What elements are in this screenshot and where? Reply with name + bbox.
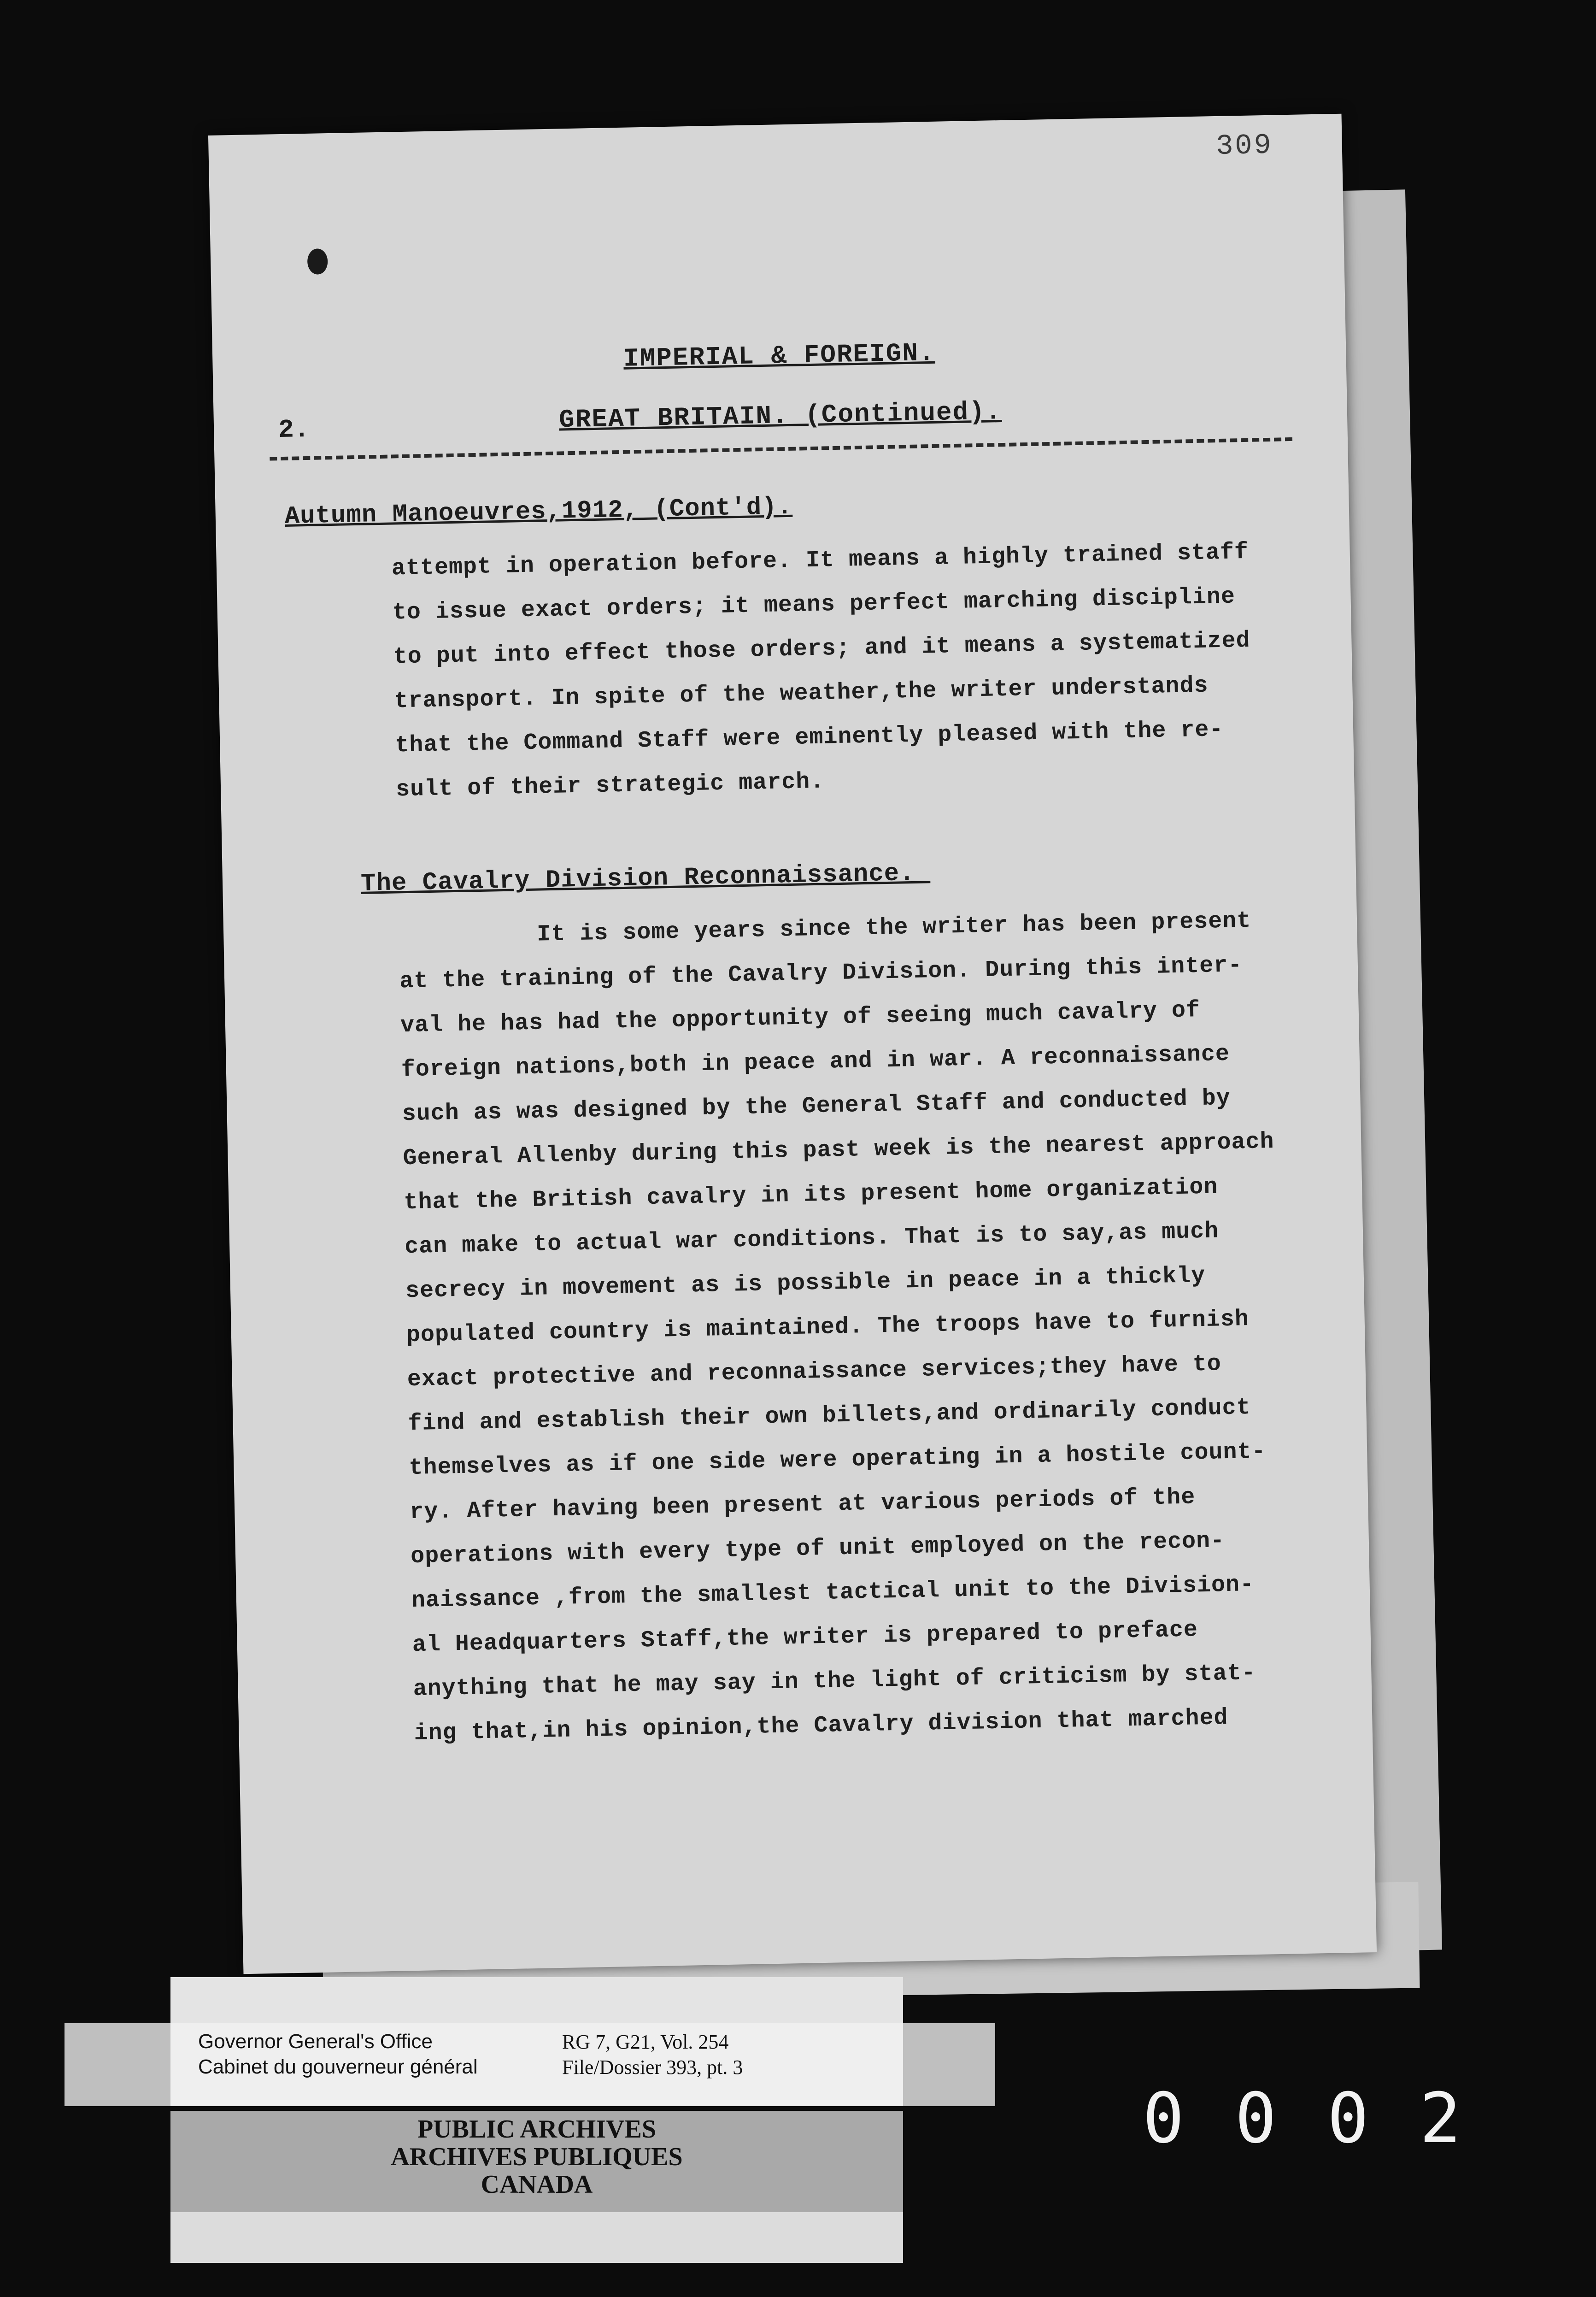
dashed-divider	[270, 437, 1292, 461]
frame-counter: 0002	[1143, 2079, 1512, 2159]
punch-hole-icon	[307, 248, 328, 275]
text-line: sult of their strategic march.	[395, 768, 825, 803]
text-line: foreign nations,both in peace and in war. A reconnaissance	[401, 1041, 1230, 1084]
text-line: ry. After having been present at various periods of the	[409, 1484, 1196, 1526]
label-card-bottom	[170, 2212, 903, 2263]
folio-number: 309	[1215, 129, 1273, 163]
section-title-cavalry-division: The Cavalry Division Reconnaissance._	[360, 859, 931, 898]
record-group-ref: RG 7, G21, Vol. 254	[562, 2031, 729, 2053]
text-line: themselves as if one side were operating in a hostile count-	[408, 1438, 1267, 1482]
text-line: that the Command Staff were eminently pleased with the re-	[394, 716, 1224, 759]
archive-name-en: PUBLIC ARCHIVES	[417, 2115, 657, 2144]
text-line: to issue exact orders; it means perfect marching discipline	[392, 583, 1236, 626]
heading-main: IMPERIAL & FOREIGN.	[623, 338, 936, 374]
section-title-autumn-manoeuvres: Autumn Manoeuvres,1912, (Cont'd).	[284, 493, 793, 531]
text-line: operations with every type of unit employed on the recon-	[410, 1528, 1225, 1570]
office-name-fr: Cabinet du gouverneur général	[198, 2056, 478, 2078]
archive-name-block	[170, 2115, 903, 2198]
heading-sub: GREAT BRITAIN. (Continued).	[558, 397, 1003, 435]
text-line: ing that,in his opinion,the Cavalry division that marched	[414, 1705, 1229, 1747]
office-name-en: Governor General's Office	[198, 2030, 433, 2053]
text-line: that the British cavalry in its present home organization	[403, 1174, 1218, 1216]
text-line: find and establish their own billets,and ordinarily conduct	[408, 1395, 1251, 1437]
text-line: to put into effect those orders; and it means a systematized	[393, 627, 1251, 671]
text-line: exact protective and reconnaissance services;they have to	[407, 1351, 1222, 1393]
archive-name-fr: ARCHIVES PUBLIQUES	[391, 2143, 683, 2171]
document-page	[208, 114, 1377, 1974]
text-line: transport. In spite of the weather,the writer understands	[394, 672, 1209, 715]
text-line: secrecy in movement as is possible in peace in a thickly	[405, 1262, 1206, 1305]
file-dossier-ref: File/Dossier 393, pt. 3	[562, 2056, 743, 2079]
archive-country: CANADA	[481, 2170, 593, 2199]
text-line: It is some years since the writer has been present	[536, 907, 1251, 948]
archive-label	[65, 1977, 995, 2272]
text-line: can make to actual war conditions. That is to say,as much	[404, 1218, 1219, 1260]
text-line: al Headquarters Staff,the writer is prepared to preface	[412, 1617, 1198, 1659]
text-line: anything that he may say in the light of criticism by stat-	[413, 1660, 1256, 1703]
text-line: General Allenby during this past week is the nearest approach	[403, 1128, 1275, 1172]
paragraph-autumn-manoeuvres	[391, 530, 1253, 813]
text-line: at the training of the Cavalry Division. During this inter-	[399, 952, 1243, 995]
text-line: val he has had the opportunity of seeing much cavalry of	[400, 997, 1201, 1039]
text-line: populated country is maintained. The troops have to furnish	[406, 1306, 1250, 1349]
page-number: 2.	[278, 414, 310, 445]
text-line: such as was designed by the General Staff and conducted by	[402, 1085, 1231, 1128]
paragraph-cavalry-division	[398, 899, 1285, 1756]
text-line: attempt in operation before. It means a highly trained staff	[391, 539, 1249, 582]
text-line: naissance ,from the smallest tactical unit to the Division-	[411, 1571, 1255, 1614]
